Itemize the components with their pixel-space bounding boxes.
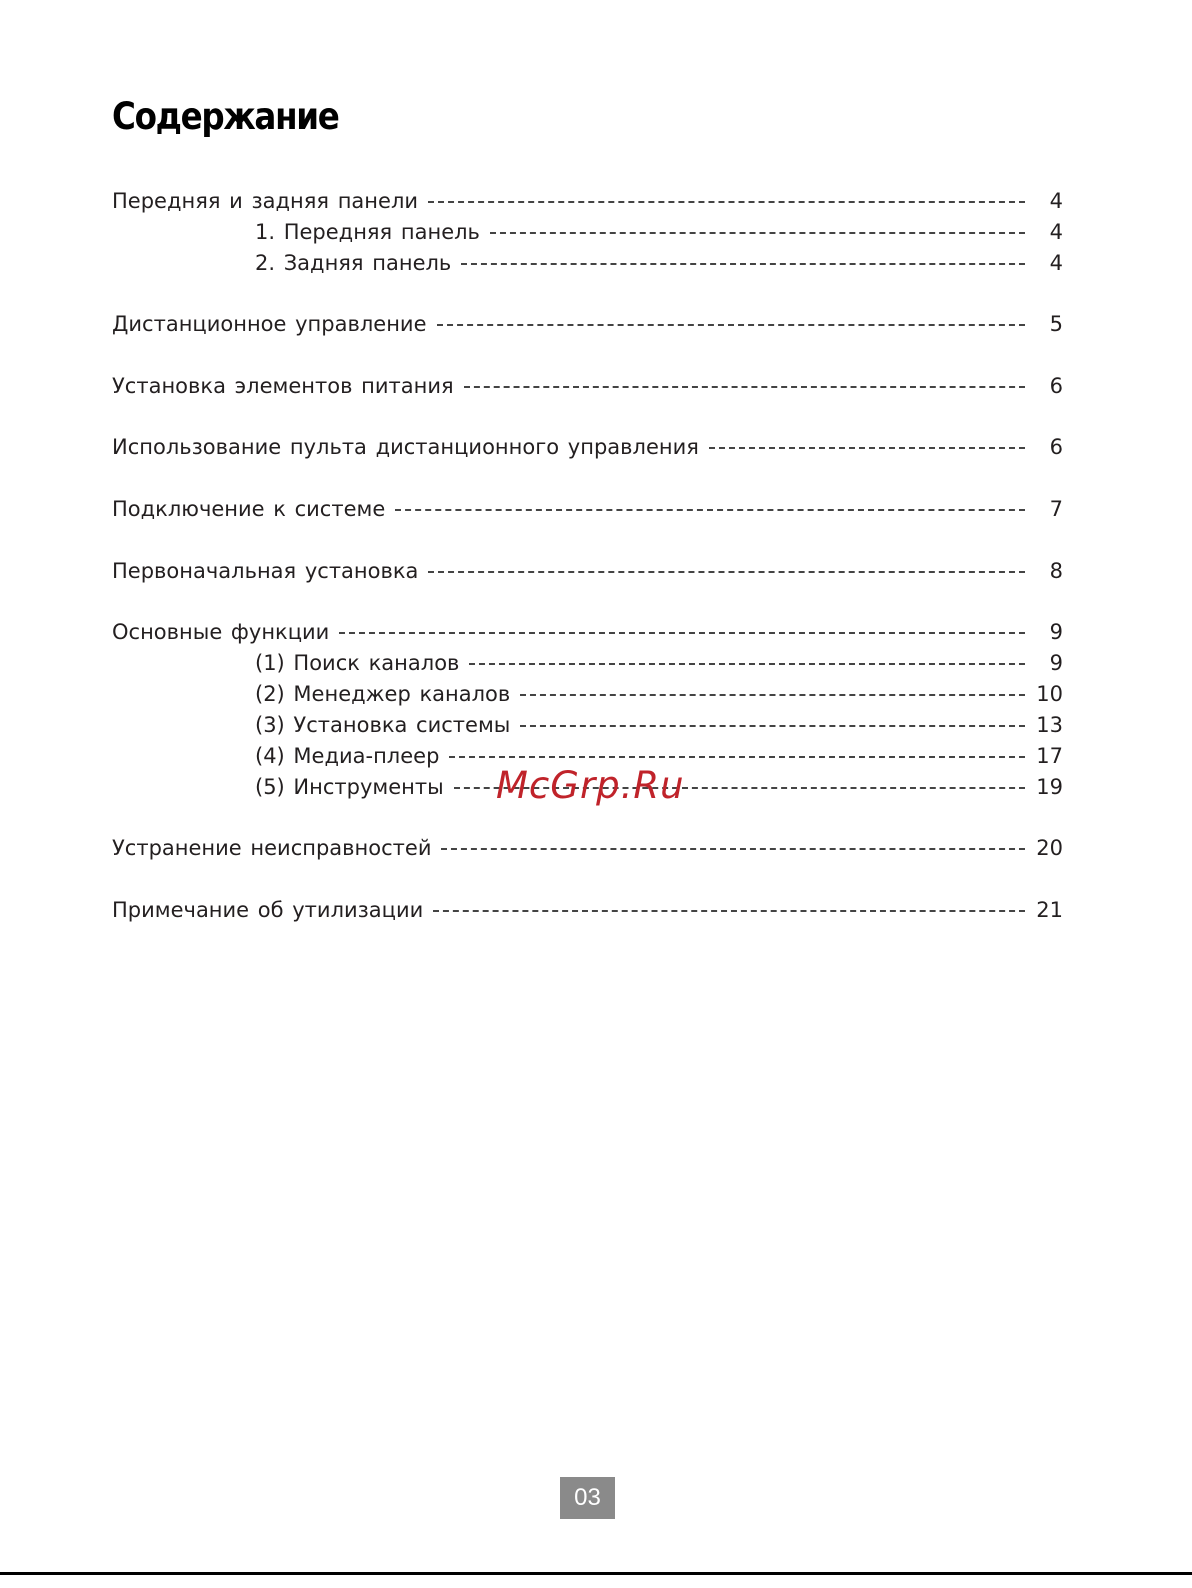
- dot-leader: [433, 910, 1025, 912]
- toc-subentry[interactable]: [255, 710, 1063, 740]
- toc-entry-label: Примечание об утилизации: [112, 898, 424, 922]
- dot-leader: [449, 756, 1025, 758]
- toc-entry[interactable]: [112, 617, 1063, 647]
- toc-entry-page: 10: [1036, 682, 1063, 706]
- page-number: 03: [574, 1484, 601, 1511]
- toc-entry-page: 17: [1036, 744, 1063, 768]
- toc-entry-page: 9: [1049, 651, 1063, 675]
- dot-leader: [428, 571, 1025, 573]
- toc-entry-page: 6: [1049, 435, 1063, 459]
- dot-leader: [520, 725, 1025, 727]
- toc-entry-page: 8: [1049, 559, 1063, 583]
- dot-leader: [709, 447, 1025, 449]
- toc-entry-page: 9: [1049, 620, 1063, 644]
- toc-entry-label: (5) Инструменты: [255, 775, 444, 799]
- dot-leader: [469, 663, 1025, 665]
- toc-entry-label: Первоначальная установка: [112, 559, 419, 583]
- toc-entry[interactable]: [112, 895, 1063, 925]
- toc-entry-label: (2) Менеджер каналов: [255, 682, 511, 706]
- toc-entry-label: Подключение к системе: [112, 497, 386, 521]
- dot-leader: [464, 386, 1025, 388]
- toc-entry-page: 4: [1049, 189, 1063, 213]
- toc-entry-page: 20: [1036, 836, 1063, 860]
- toc-entry-label: 2. Задняя панель: [255, 251, 452, 275]
- toc-subentry[interactable]: [255, 248, 1063, 278]
- toc-entry-page: 4: [1049, 220, 1063, 244]
- page-number-badge: [560, 1477, 615, 1519]
- dot-leader: [428, 201, 1025, 203]
- toc-entry-page: 5: [1049, 312, 1063, 336]
- dot-leader: [395, 509, 1025, 511]
- toc-entry-label: Использование пульта дистанционного управления: [112, 435, 699, 459]
- toc-entry-page: 7: [1049, 497, 1063, 521]
- dot-leader: [441, 848, 1025, 850]
- toc-entry[interactable]: [112, 186, 1063, 216]
- toc-entry-label: Дистанционное управление: [112, 312, 427, 336]
- toc-entry-label: (4) Медиа-плеер: [255, 744, 440, 768]
- toc-entry-label: 1. Передняя панель: [255, 220, 480, 244]
- toc-entry-label: (1) Поиск каналов: [255, 651, 460, 675]
- toc-entry-page: 6: [1049, 374, 1063, 398]
- dot-leader: [490, 232, 1025, 234]
- toc-entry[interactable]: [112, 494, 1063, 524]
- toc-entry-page: 4: [1049, 251, 1063, 275]
- toc-entry-label: Передняя и задняя панели: [112, 189, 419, 213]
- toc-entry-label: (3) Установка системы: [255, 713, 511, 737]
- toc-entry-label: Устранение неисправностей: [112, 836, 432, 860]
- toc-entry-label: Установка элементов питания: [112, 374, 454, 398]
- toc-subentry[interactable]: [255, 217, 1063, 247]
- toc-entry[interactable]: [112, 371, 1063, 401]
- bottom-divider: [0, 1572, 1192, 1575]
- toc-entry-page: 13: [1036, 713, 1063, 737]
- toc-entry[interactable]: [112, 432, 1063, 462]
- toc-entry-page: 19: [1036, 775, 1063, 799]
- toc-subentry[interactable]: [255, 648, 1063, 678]
- toc-entry[interactable]: [112, 833, 1063, 863]
- toc-entry-page: 21: [1036, 898, 1063, 922]
- toc-entry-label: Основные функции: [112, 620, 330, 644]
- dot-leader: [339, 632, 1025, 634]
- toc-entry[interactable]: [112, 309, 1063, 339]
- toc-subentry[interactable]: [255, 679, 1063, 709]
- page-title: Содержание: [112, 95, 339, 138]
- dot-leader: [520, 694, 1025, 696]
- toc-entry[interactable]: [112, 556, 1063, 586]
- dot-leader: [461, 263, 1025, 265]
- dot-leader: [437, 324, 1026, 326]
- watermark: McGrp.Ru: [496, 764, 685, 807]
